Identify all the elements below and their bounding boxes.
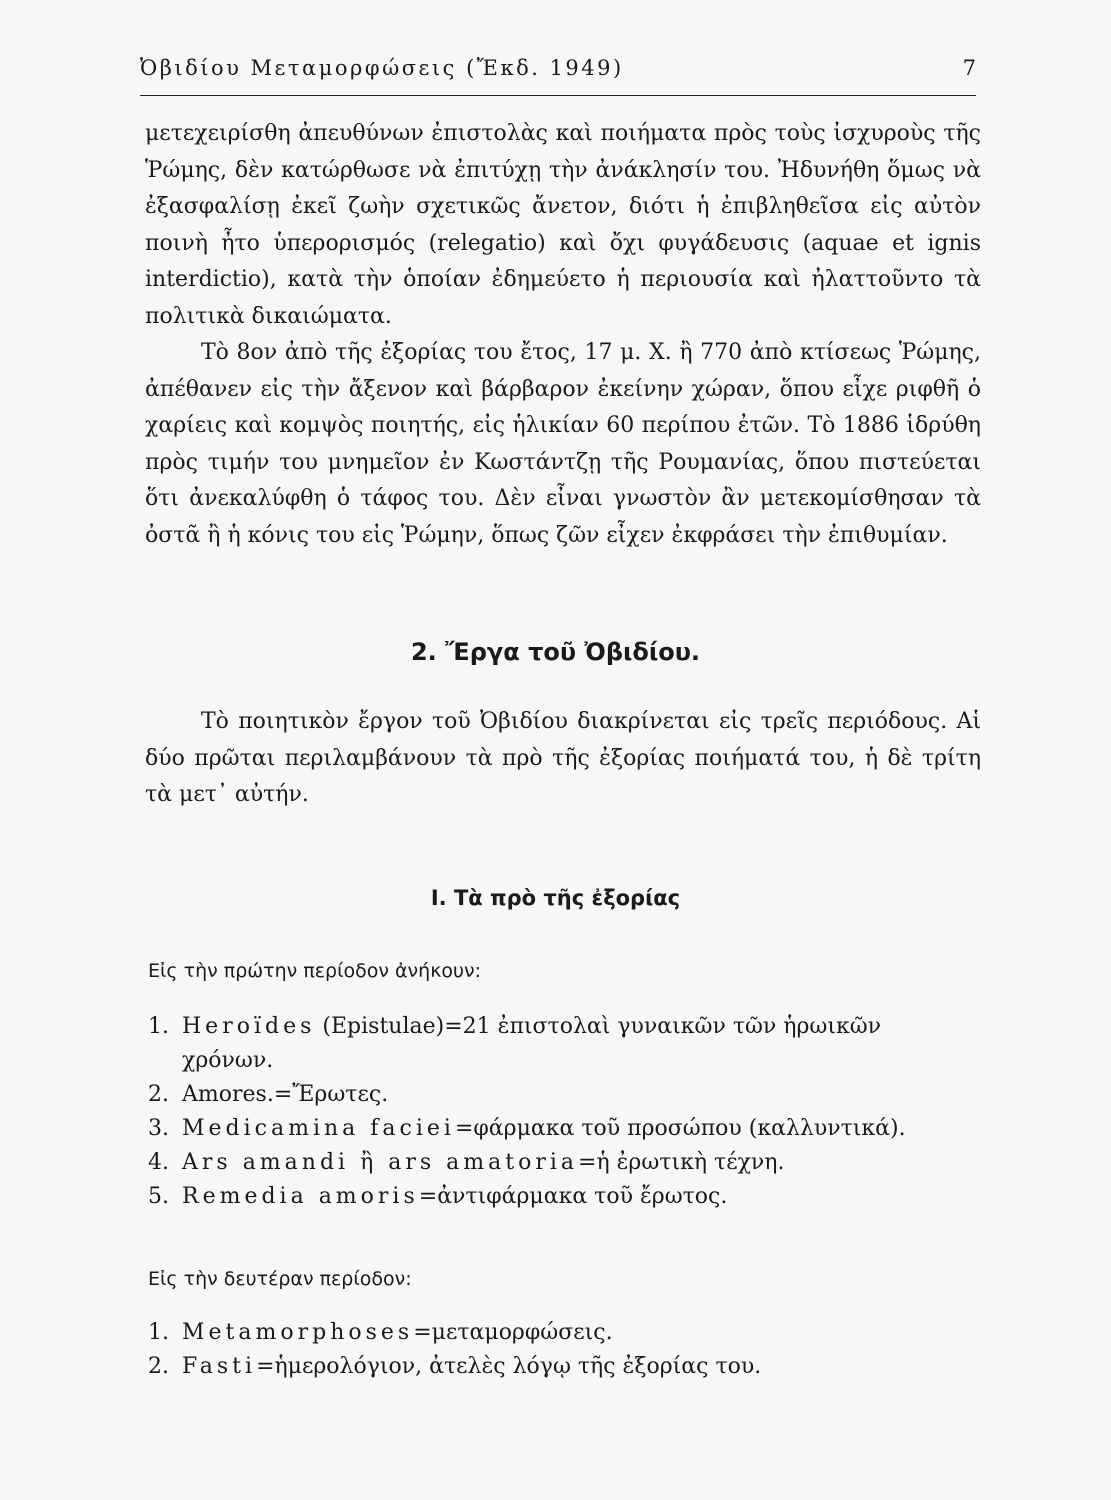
period-1-list	[148, 1010, 988, 1214]
list-item: 1. Metamorphoses=μεταμορφώσεις.	[148, 1320, 613, 1345]
section-heading: 2. Ἔργα τοῦ Ὀβιδίου.	[410, 638, 701, 666]
list-item: 2. Fasti=ἡμερολόγιον, ἀτελὲς λόγῳ τῆς ἐξορίας του.	[148, 1354, 762, 1379]
list-item: 1. Heroïdes (Epistulae)=21 ἐπιστολαὶ γυναικῶν τῶν ἡρωικῶν χρόνων.	[148, 1014, 882, 1073]
period-1-intro: Εἰς τὴν πρώτην περίοδον ἀνήκουν:	[148, 960, 482, 982]
list-item: 3. Medicamina faciei=φάρμακα τοῦ προσώπου (καλλυντικά).	[148, 1116, 906, 1141]
list-item: 5. Remedia amoris=ἀντιφάρμακα τοῦ ἔρωτος.	[148, 1184, 728, 1209]
subsection-heading: I. Τὰ πρὸ τῆς ἐξορίας	[430, 886, 681, 910]
list-item: 2. Amores.=Ἔρωτες.	[148, 1082, 389, 1107]
period-2-intro: Εἰς τὴν δευτέραν περίοδον:	[148, 1268, 412, 1290]
page-number: 7	[962, 56, 976, 80]
header-rule	[140, 95, 976, 96]
paragraph-1: μετεχειρίσθη ἀπευθύνων ἐπιστολὰς καὶ ποιήματα πρὸς τοὺς ἰσχυροὺς τῆς Ῥώμης, δὲν κατώρθωσε νὰ ἐπιτύχῃ τὴν ἀνάκλησίν του. Ἠδυνήθη ὅμως νὰ ἐξασφαλίσῃ ἐκεῖ ζωὴν σχετικῶς ἄνετον, διότι ἡ ἐπιβληθεῖσα εἰς αὐτὸν ποινὴ ἦτο ὑπερορισμός (relegatio) καὶ ὄχι φυγάδευσις (aquae et ignis interdictio), κατὰ τὴν ὁποίαν ἐδημεύετο ἡ περιουσία καὶ ἠλαττοῦντο τὰ πολιτικὰ δικαιώματα.	[145, 121, 981, 329]
list-item: 4. Ars amandi ἢ ars amatoria=ἡ ἐρωτικὴ τέχνη.	[148, 1150, 785, 1175]
running-title: Ὀβιδίου Μεταμορφώσεις (Ἔκδ. 1949)	[140, 56, 624, 80]
period-2-list	[148, 1316, 988, 1384]
paragraph-2: Τὸ 8ον ἀπὸ τῆς ἐξορίας του ἔτος, 17 μ. Χ. ἢ 770 ἀπὸ κτίσεως Ῥώμης, ἀπέθανεν εἰς τὴν ἄξενον καὶ βάρβαρον ἐκείνην χώραν, ὅπου εἶχε ριφθῆ ὁ χαρίεις καὶ κομψὸς ποιητής, εἰς ἡλικίαν 60 περίπου ἐτῶν. Τὸ 1886 ἱδρύθη πρὸς τιμήν του μνημεῖον ἐν Κωστάντζῃ τῆς Ρουμανίας, ὅπου πιστεύεται ὅτι ἀνεκαλύφθη ὁ τάφος του. Δὲν εἶναι γνωστὸν ἂν μετεκομίσθησαν τὰ ὀστᾶ ἢ ἡ κόνις του εἰς Ῥώμην, ὅπως ζῶν εἶχεν ἐκφράσει τὴν ἐπιθυμίαν.	[145, 340, 981, 548]
running-header	[140, 56, 976, 80]
paragraph-3: Τὸ ποιητικὸν ἔργον τοῦ Ὀβιδίου διακρίνεται εἰς τρεῖς περιόδους. Αἱ δύο πρῶται περιλαμβάνουν τὰ πρὸ τῆς ἐξορίας ποιήματά του, ἡ δὲ τρίτη τὰ μετ᾽ αὐτήν.	[145, 709, 981, 807]
